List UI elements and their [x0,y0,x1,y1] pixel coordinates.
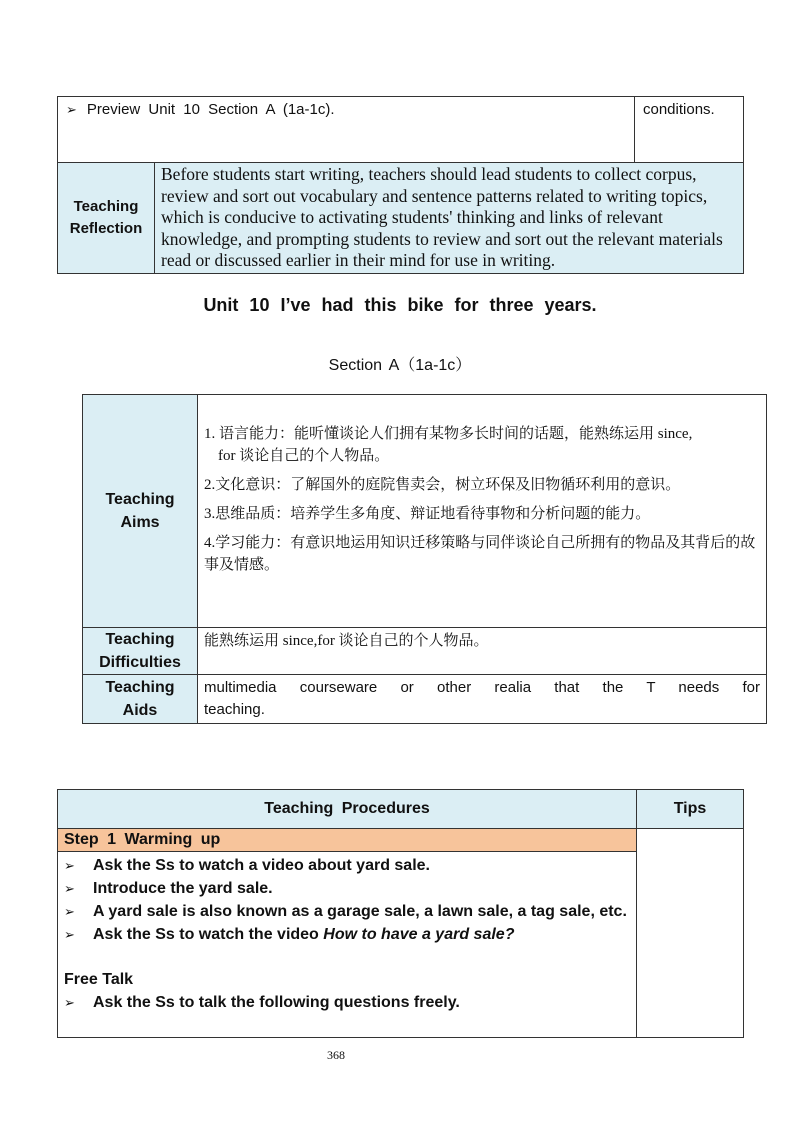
aims-label-line2: Aims [120,514,160,531]
aim-item: 3.思维品质：培养学生多角度、辩证地看待事物和分析问题的能力。 [204,506,651,522]
aids-cell [198,675,767,724]
free-talk-heading: Free Talk [64,971,134,988]
section-title: Section A（1a-1c） [328,357,472,374]
aims-label-cell [83,395,198,628]
aids-text-line1: multimedia courseware or other realia that the T needs for [204,679,760,696]
reflection-label-cell [58,163,155,274]
reflection-text: Before students start writing, teachers should lead students to collect corpus, review and sort out vocabulary and sentence patterns related to writing topics, which is conducive to activating students' thinking and links of relevant knowledge, and prompting students to review and sort out the relevant materials read or discussed earlier in their mind for use in writing. [161,164,723,270]
difficulties-label-line2: Difficulties [99,654,181,671]
arrow-bullet-icon: ➢ [64,881,75,896]
arrow-bullet-icon: ➢ [64,904,75,919]
aim-item-continuation: for 谈论自己的个人物品。 [218,448,390,464]
video-title: How to have a yard sale? [323,926,515,943]
difficulties-label-line1: Teaching [105,631,175,648]
aims-cell [198,395,767,628]
aids-label-line2: Aids [122,702,158,719]
list-item-text: Ask the Ss to talk the following questions freely. [93,994,460,1011]
aim-item: 2.文化意识：了解国外的庭院售卖会，树立环保及旧物循环利用的意识。 [204,477,681,493]
preview-cell [58,97,635,163]
difficulties-text: 能熟练运用 since,for 谈论自己的个人物品。 [204,633,489,649]
list-item-text: A yard sale is also known as a garage sale, a lawn sale, a tag sale, etc. [93,903,627,920]
tips-cell [637,829,744,1038]
aids-text-line2: teaching. [204,701,265,718]
procedures-table [57,789,744,1038]
list-item [64,877,630,900]
procedures-body [58,852,637,1038]
list-item-text: Ask the Ss to watch the video [93,926,324,943]
preview-text: Preview Unit 10 Section A (1a-1c). [86,101,335,118]
aids-label-cell [83,675,198,724]
list-item-text: Ask the Ss to watch a video about yard sale. [93,857,430,874]
list-item [64,854,630,877]
spacer [64,946,630,968]
list-item [64,900,630,923]
step1-heading: Step 1 Warming up [58,829,637,852]
conditions-cell [635,97,744,163]
aims-table [82,394,767,724]
list-item [64,991,630,1014]
tips-header: Tips [637,790,744,829]
difficulties-label-cell [83,628,198,675]
page-number: 368 [327,1048,345,1062]
reflection-table [57,96,744,274]
conditions-text: conditions. [643,101,715,118]
aim-item: 1. 语言能力：能听懂谈论人们拥有某物多长时间的话题，能熟练运用 since, [204,426,693,442]
reflection-text-cell [155,163,744,274]
arrow-bullet-icon: ➢ [64,858,75,873]
aims-label-line1: Teaching [105,491,175,508]
list-item-text: Introduce the yard sale. [93,880,273,897]
aids-label-line1: Teaching [105,679,175,696]
reflection-label-line1: Teaching [73,197,139,215]
procedures-header: Teaching Procedures [58,790,637,829]
reflection-label-line2: Reflection [69,219,143,237]
unit-title: Unit 10 I’ve had this bike for three years. [203,295,597,315]
aim-item: 4.学习能力：有意识地运用知识迁移策略与同伴谈论自己所拥有的物品及其背后的故事及情感。 [204,535,756,573]
difficulties-cell [198,628,767,675]
arrow-bullet-icon: ➢ [64,995,75,1010]
arrow-bullet-icon: ➢ [66,102,77,117]
arrow-bullet-icon: ➢ [64,927,75,942]
list-item [64,923,630,946]
